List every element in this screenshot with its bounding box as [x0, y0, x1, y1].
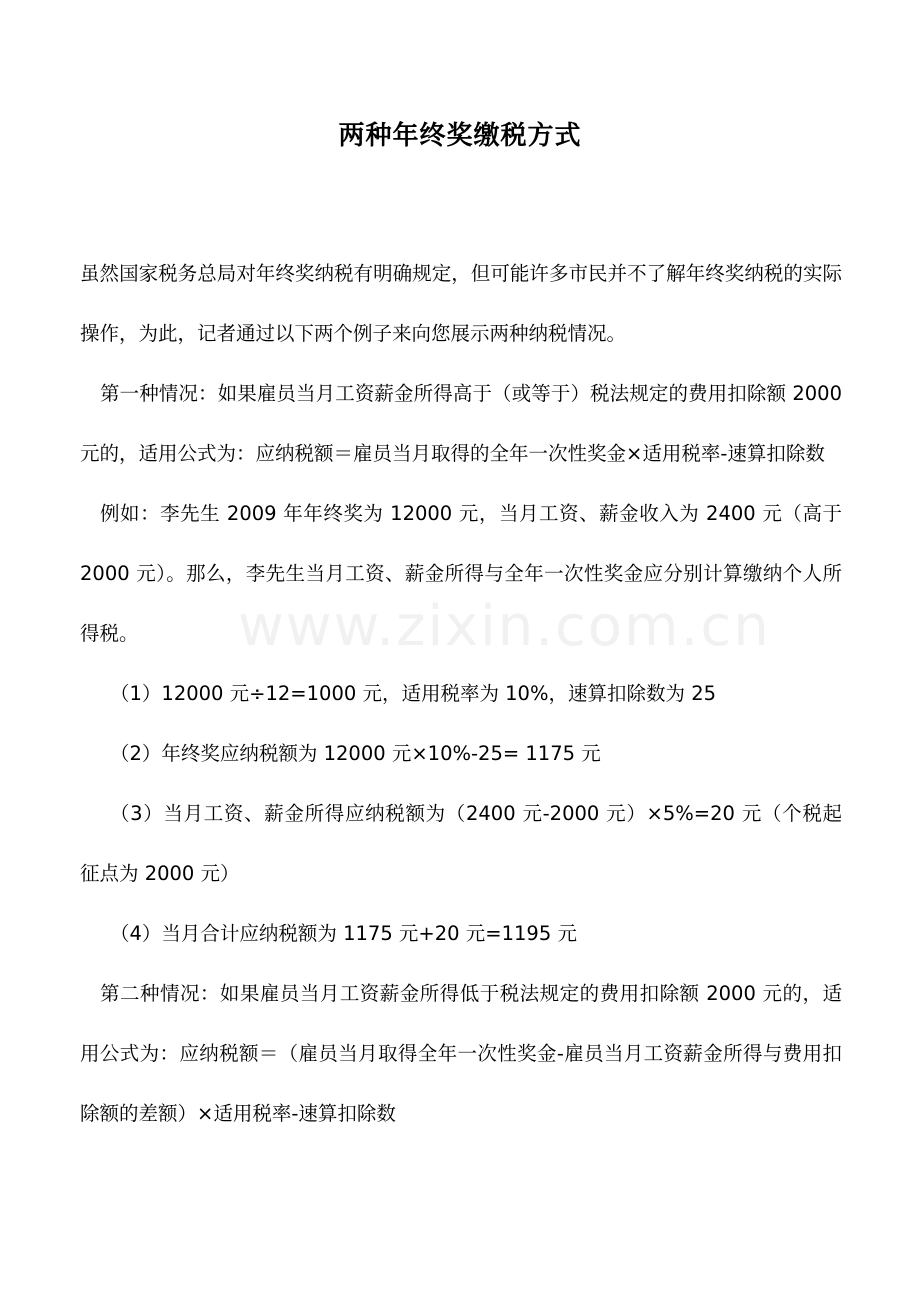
case-one-paragraph: 第一种情况：如果雇员当月工资薪金所得高于（或等于）税法规定的费用扣除额 2000 元的，适用公式为：应纳税额＝雇员当月取得的全年一次性奖金×适用税率-速算扣除数 — [80, 382, 842, 465]
document-title: 两种年终奖缴税方式 — [338, 121, 582, 151]
example-paragraph: 例如：李先生 2009 年年终奖为 12000 元，当月工资、薪金收入为 2400 元（高于 2000 元）。那么，李先生当月工资、薪金所得与全年一次性奖金应分别计算缴纳个人所得税。 — [80, 502, 842, 645]
intro-paragraph: 虽然国家税务总局对年终奖纳税有明确规定，但可能许多市民并不了解年终奖纳税的实际操作，为此，记者通过以下两个例子来向您展示两种纳税情况。 — [80, 262, 842, 345]
step-4-paragraph: （4）当月合计应纳税额为 1175 元+20 元=1195 元 — [110, 922, 577, 945]
document-body — [80, 244, 842, 1144]
step-1-paragraph: （1）12000 元÷12=1000 元，适用税率为 10%，速算扣除数为 25 — [110, 682, 717, 705]
case-two-paragraph: 第二种情况：如果雇员当月工资薪金所得低于税法规定的费用扣除额 2000 元的，适用公式为：应纳税额＝（雇员当月取得全年一次性奖金-雇员当月工资薪金所得与费用扣除额的差额）×适用税率-速算扣除数 — [80, 982, 842, 1125]
watermark-text: www.zixin.com.cn — [238, 594, 771, 659]
step-2-paragraph: （2）年终奖应纳税额为 12000 元×10%-25= 1175 元 — [110, 742, 601, 765]
step-3-paragraph: （3）当月工资、薪金所得应纳税额为（2400 元-2000 元）×5%=20 元（个税起征点为 2000 元） — [80, 802, 842, 885]
